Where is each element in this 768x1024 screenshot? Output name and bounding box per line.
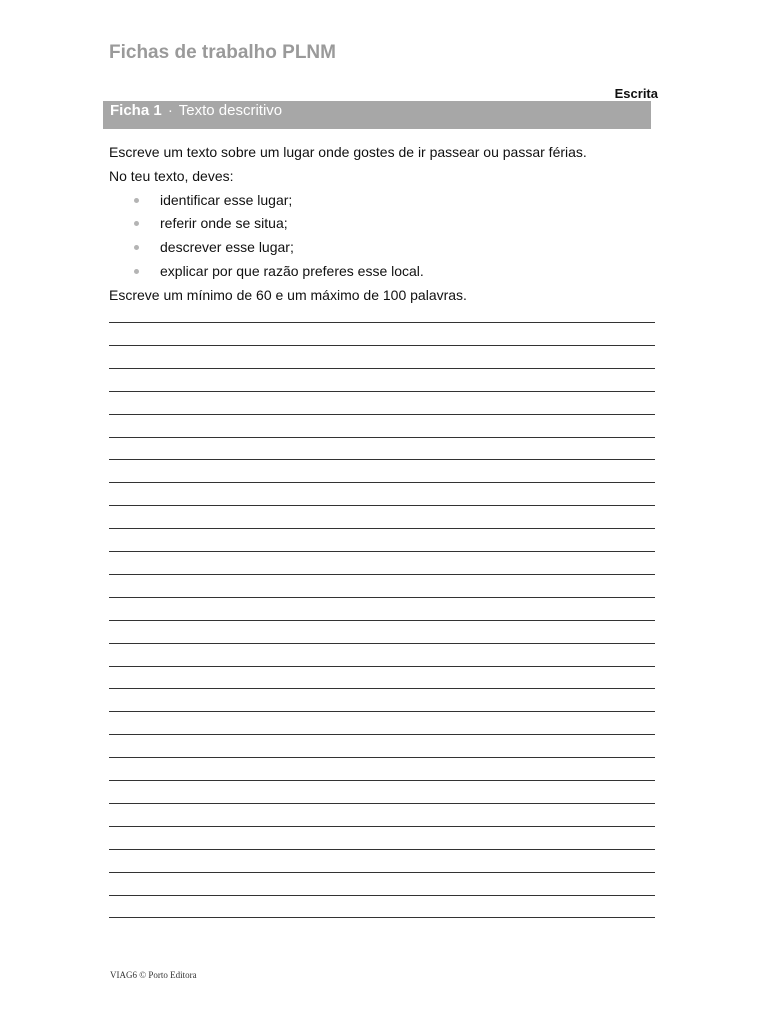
instruction-bullet-text: descrever esse lugar;	[160, 239, 294, 256]
writing-line[interactable]	[109, 345, 655, 346]
writing-line[interactable]	[109, 711, 655, 712]
writing-line[interactable]	[109, 872, 655, 873]
worksheet-number: Ficha 1	[110, 102, 162, 119]
writing-line[interactable]	[109, 780, 655, 781]
writing-line[interactable]	[109, 643, 655, 644]
writing-line[interactable]	[109, 826, 655, 827]
writing-line[interactable]	[109, 368, 655, 369]
writing-line[interactable]	[109, 574, 655, 575]
instruction-bullet-text: explicar por que razão preferes esse local.	[160, 262, 424, 279]
writing-line[interactable]	[109, 482, 655, 483]
writing-line[interactable]	[109, 505, 655, 506]
writing-line[interactable]	[109, 757, 655, 758]
instruction-bullet-text: identificar esse lugar;	[160, 191, 293, 208]
instruction-word-limit: Escreve um mínimo de 60 e um máximo de 100 palavras.	[109, 286, 467, 303]
instruction-intro: Escreve um texto sobre um lugar onde gostes de ir passear ou passar férias.	[109, 144, 587, 160]
writing-line[interactable]	[109, 917, 655, 918]
worksheet-topic: Texto descritivo	[178, 102, 283, 119]
writing-line[interactable]	[109, 551, 655, 552]
writing-line[interactable]	[109, 849, 655, 850]
writing-area[interactable]	[109, 0, 655, 1024]
footer-credit: VIAG6 © Porto Editora	[110, 970, 197, 980]
writing-line[interactable]	[109, 734, 655, 735]
writing-line[interactable]	[109, 666, 655, 667]
writing-line[interactable]	[109, 528, 655, 529]
writing-line[interactable]	[109, 322, 655, 323]
writing-line[interactable]	[109, 803, 655, 804]
section-label: Escrita	[614, 86, 658, 101]
writing-line[interactable]	[109, 688, 655, 689]
writing-line[interactable]	[109, 597, 655, 598]
instruction-bullet-text: referir onde se situa;	[160, 215, 288, 232]
writing-line[interactable]	[109, 391, 655, 392]
worksheet-separator: ·	[167, 102, 173, 119]
writing-line[interactable]	[109, 437, 655, 438]
writing-line[interactable]	[109, 895, 655, 896]
instruction-lead: No teu texto, deves:	[109, 167, 234, 184]
page-title: Fichas de trabalho PLNM	[109, 42, 336, 63]
writing-line[interactable]	[109, 414, 655, 415]
writing-line[interactable]	[109, 459, 655, 460]
writing-line[interactable]	[109, 620, 655, 621]
